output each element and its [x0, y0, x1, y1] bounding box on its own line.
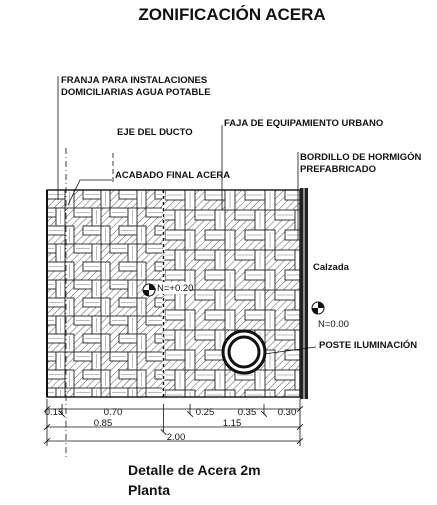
- dimension-texts: [45, 407, 297, 443]
- dim-total: 2.00: [166, 432, 186, 443]
- paver-block: [235, 170, 255, 180]
- paver-block: [315, 210, 335, 220]
- paver-block: [83, 406, 101, 415]
- paver-block: [29, 406, 38, 424]
- level-marker-icon: [143, 284, 155, 296]
- label-eje-ducto: EJE DEL DUCTO: [117, 127, 193, 138]
- dim-0-25: 0.25: [195, 407, 215, 418]
- paver-block: [255, 170, 265, 190]
- dim-0-30: 0.30: [277, 407, 297, 418]
- paver-block: [29, 298, 38, 316]
- label-acabado: ACABADO FINAL ACERA: [115, 170, 231, 181]
- paver-block: [29, 370, 38, 388]
- label-franja-2: DOMICILIARIAS AGUA POTABLE: [61, 87, 211, 98]
- paver-block: [56, 172, 65, 190]
- paver-block: [29, 190, 38, 208]
- caption-subtitle: Planta: [128, 482, 171, 498]
- level-acera: N=+0.20: [157, 283, 194, 294]
- paver-block: [29, 262, 38, 280]
- label-poste: POSTE ILUMINACIÓN: [319, 340, 418, 351]
- lamp-post-icon: [223, 331, 265, 373]
- label-franja-1: FRANJA PARA INSTALACIONES: [61, 75, 208, 86]
- label-faja-equipamiento: FAJA DE EQUIPAMIENTO URBANO: [224, 118, 384, 129]
- paver-block: [155, 410, 175, 420]
- paver-block: [155, 406, 173, 415]
- paver-block: [315, 290, 335, 300]
- caption-title: Detalle de Acera 2m: [128, 462, 261, 478]
- label-bordillo-2: PREFABRICADO: [300, 164, 377, 175]
- level-marker-icon: [312, 302, 324, 314]
- dim-0-35: 0.35: [237, 407, 257, 418]
- dim-0-15: 0.15: [44, 407, 64, 418]
- level-calzada: N=0.00: [318, 319, 349, 330]
- paver-block: [315, 410, 335, 420]
- paver-block: [92, 172, 101, 190]
- label-calzada: Calzada: [313, 262, 349, 273]
- drawing-title: ZONIFICACIÓN ACERA: [138, 5, 326, 24]
- paver-block: [315, 330, 335, 340]
- paver-block: [275, 170, 295, 180]
- paver-block: [29, 226, 38, 244]
- paver-block: [29, 334, 38, 352]
- dim-0-85: 0.85: [93, 418, 113, 429]
- dim-0-70: 0.70: [103, 407, 123, 418]
- paver-block: [38, 172, 56, 181]
- paver-block: [315, 250, 335, 260]
- label-bordillo-1: BORDILLO DE HORMIGÓN: [300, 152, 422, 163]
- paver-block: [315, 370, 335, 380]
- dim-1-15: 1.15: [222, 418, 242, 429]
